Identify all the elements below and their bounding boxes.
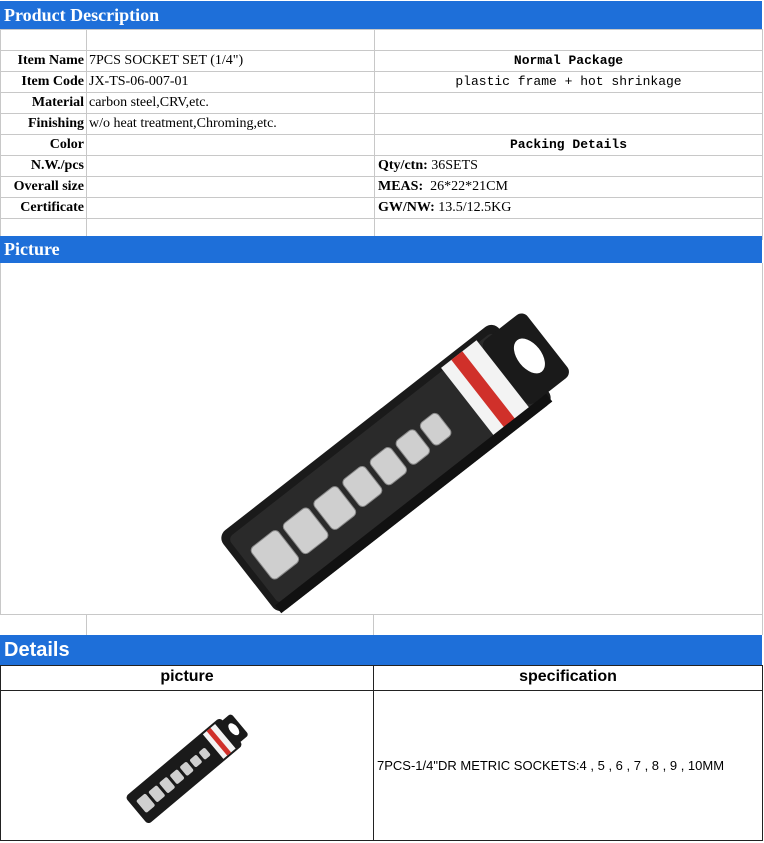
row-item-code xyxy=(1,72,763,93)
overall-size-label: Overall size xyxy=(1,177,87,198)
picture-header xyxy=(0,236,762,263)
details-picture-cell xyxy=(0,690,374,841)
color-value xyxy=(87,135,375,156)
grid-spacer-row xyxy=(1,30,763,51)
gwnw-cell xyxy=(375,198,763,219)
finishing-label: Finishing xyxy=(1,114,87,135)
gwnw-label: GW/NW: xyxy=(378,200,435,215)
row-overall-size xyxy=(1,177,763,198)
item-name-label: Item Name xyxy=(1,51,87,72)
row-item-name xyxy=(1,51,763,72)
material-value: carbon steel,CRV,etc. xyxy=(87,93,375,114)
row-material xyxy=(1,93,763,114)
overall-size-value xyxy=(87,177,375,198)
meas-cell xyxy=(375,177,763,198)
details-col-specification-header: specification xyxy=(373,665,763,691)
item-name-value: 7PCS SOCKET SET (1/4") xyxy=(87,51,375,72)
product-description-title: Product Description xyxy=(4,5,160,25)
nw-label: N.W./pcs xyxy=(1,156,87,177)
item-code-label: Item Code xyxy=(1,72,87,93)
color-label: Color xyxy=(1,135,87,156)
picture-area xyxy=(0,263,763,615)
details-specification-cell xyxy=(373,690,763,841)
meas-value: 26*22*21CM xyxy=(430,179,508,194)
qty-cell xyxy=(375,156,763,177)
row-certificate xyxy=(1,198,763,219)
certificate-label: Certificate xyxy=(1,198,87,219)
product-spec-grid xyxy=(0,29,763,240)
details-col-picture-header: picture xyxy=(0,665,374,691)
qty-label: Qty/ctn: xyxy=(378,158,428,173)
item-code-value: JX-TS-06-007-01 xyxy=(87,72,375,93)
product-description-header xyxy=(0,1,762,29)
row-nw xyxy=(1,156,763,177)
picture-title: Picture xyxy=(4,239,60,259)
details-title: Details xyxy=(4,639,70,661)
gwnw-value: 13.5/12.5KG xyxy=(438,200,512,215)
socket-set-image xyxy=(1,263,764,615)
normal-package-value: plastic frame + hot shrinkage xyxy=(375,72,763,93)
socket-set-thumbnail xyxy=(1,691,373,840)
meas-label: MEAS: xyxy=(378,179,424,194)
normal-package-title: Normal Package xyxy=(375,51,763,72)
details-header xyxy=(0,635,762,665)
nw-value xyxy=(87,156,375,177)
finishing-value: w/o heat treatment,Chroming,etc. xyxy=(87,114,375,135)
material-label: Material xyxy=(1,93,87,114)
row-finishing xyxy=(1,114,763,135)
specification-text: 7PCS-1/4"DR METRIC SOCKETS:4 , 5 , 6 , 7 , 8 , 9 , 10MM xyxy=(377,758,725,773)
row-color xyxy=(1,135,763,156)
qty-value: 36SETS xyxy=(431,158,478,173)
packing-details-title: Packing Details xyxy=(375,135,763,156)
certificate-value xyxy=(87,198,375,219)
